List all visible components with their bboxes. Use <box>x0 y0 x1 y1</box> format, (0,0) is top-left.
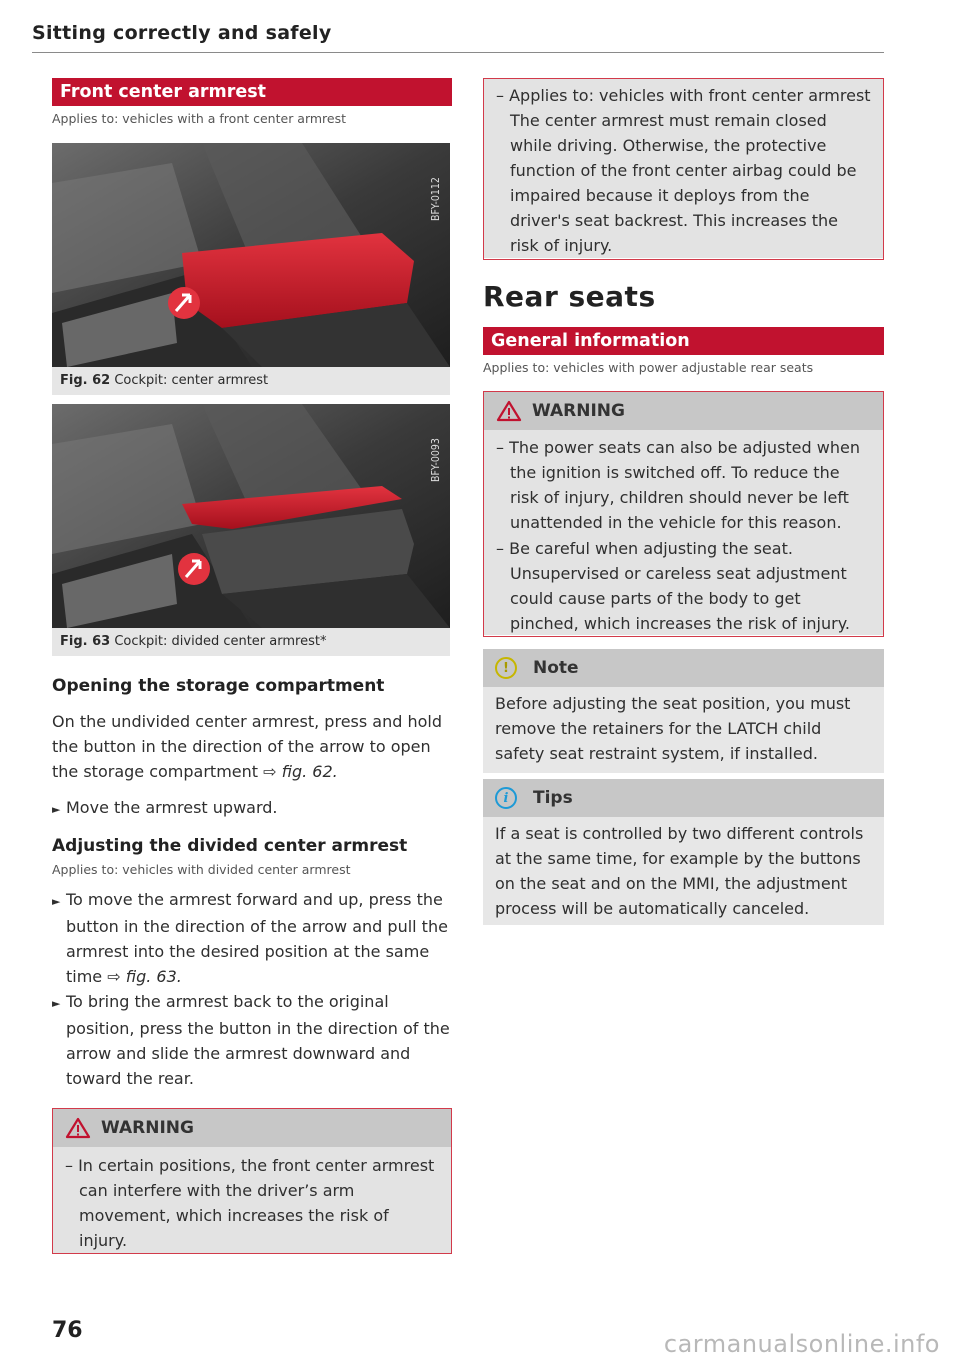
warning-triangle-icon <box>65 1117 91 1139</box>
figure-63-image <box>52 404 450 628</box>
warning-item-armrest-closed: – Applies to: vehicles with front center armrest The center armrest must remain closed while driving. Otherwise, the protective function of the front center airbag could be impaired because it deploys from the driver's seat backrest. This increases the risk of injury. <box>496 86 871 255</box>
figure-62 <box>52 143 450 395</box>
tips-text: If a seat is controlled by two different controls at the same time, for example by the buttons on the seat and on the MMI, the adjustment process will be automatically canceled. <box>495 824 864 918</box>
warning-box-left <box>52 1108 452 1254</box>
step-move-armrest-text: Move the armrest upward. <box>66 798 278 817</box>
opening-paragraph <box>52 709 452 784</box>
section-title-general-information: General information <box>483 327 884 355</box>
heading-rear-seats: Rear seats <box>483 280 656 313</box>
fig-62-reference[interactable]: ⇨ fig. 62. <box>263 762 338 781</box>
step-arrow-icon: ► <box>52 997 61 1010</box>
note-box <box>483 649 884 773</box>
figure-62-label: Fig. 62 <box>60 373 111 388</box>
step-move-armrest <box>52 795 452 822</box>
heading-opening-storage: Opening the storage compartment <box>52 676 385 696</box>
warning-box-continued <box>483 78 884 260</box>
tips-box <box>483 779 884 925</box>
tips-title: Tips <box>533 788 573 808</box>
tips-body <box>483 817 884 925</box>
warning-item-armrest: – In certain positions, the front center armrest can interfere with the driver’s arm movement, which increases the risk of injury. <box>65 1156 435 1250</box>
step-move-forward-text: To move the armrest forward and up, press the button in the direction of the arrow and pull the armrest into the desired position at the same time <box>66 890 448 986</box>
step-move-back <box>52 989 452 1091</box>
page-number: 76 <box>52 1318 83 1343</box>
fig-63-reference[interactable]: ⇨ fig. 63. <box>107 967 182 986</box>
warning-title-left: WARNING <box>101 1118 194 1138</box>
rear-applies-note: Applies to: vehicles with power adjustable rear seats <box>483 360 814 375</box>
figure-63-label: Fig. 63 <box>60 634 111 649</box>
opening-paragraph-text: On the undivided center armrest, press and hold the button in the direction of the arrow to open the storage compartment <box>52 712 443 781</box>
applies-to-note: Applies to: vehicles with a front center armrest <box>52 111 347 126</box>
warning-body-continued <box>484 79 883 258</box>
step-move-forward <box>52 887 452 989</box>
figure-63 <box>52 404 450 656</box>
figure-63-caption-text: Cockpit: divided center armrest* <box>114 634 327 649</box>
figure-62-caption-text: Cockpit: center armrest <box>114 373 269 388</box>
warning-header-rear <box>484 392 883 430</box>
step-arrow-icon: ► <box>52 895 61 908</box>
warning-item-ignition: – The power seats can also be adjusted when the ignition is switched off. To reduce the risk of injury, children should never be left unattended in the vehicle for this reason. <box>496 438 860 532</box>
tips-header <box>483 779 884 817</box>
adjusting-applies-note: Applies to: vehicles with divided center armrest <box>52 862 351 877</box>
figure-62-image <box>52 143 450 367</box>
note-text: Before adjusting the seat position, you must remove the retainers for the LATCH child safety seat restraint system, if installed. <box>495 694 851 763</box>
note-body <box>483 687 884 773</box>
watermark: carmanualsonline.info <box>663 1330 940 1358</box>
note-header <box>483 649 884 687</box>
warning-item-careful: – Be careful when adjusting the seat. Unsupervised or careless seat adjustment could cause parts of the body to get pinched, which increases the risk of injury. <box>496 539 850 633</box>
warning-box-rear <box>483 391 884 637</box>
heading-adjusting-divided-armrest: Adjusting the divided center armrest <box>52 836 408 856</box>
warning-title-rear: WARNING <box>532 401 625 421</box>
page-header-title: Sitting correctly and safely <box>32 22 332 44</box>
warning-body-left <box>53 1147 451 1253</box>
section-title-front-armrest: Front center armrest <box>52 78 452 106</box>
figure-63-caption <box>52 628 450 654</box>
warning-triangle-icon <box>496 400 522 422</box>
figure-62-code: BFY-0112 <box>430 177 442 221</box>
warning-header-left <box>53 1109 451 1147</box>
header-divider <box>32 52 884 53</box>
note-exclamation-icon: ! <box>495 657 517 679</box>
step-move-back-text: To bring the armrest back to the original position, press the button in the direction of the arrow and slide the armrest downward and toward the rear. <box>66 992 450 1088</box>
note-title: Note <box>533 658 579 678</box>
figure-63-code: BFY-0093 <box>430 438 442 482</box>
info-icon: i <box>495 787 517 809</box>
warning-body-rear <box>484 430 883 635</box>
figure-62-caption <box>52 367 450 393</box>
step-arrow-icon: ► <box>52 803 61 816</box>
